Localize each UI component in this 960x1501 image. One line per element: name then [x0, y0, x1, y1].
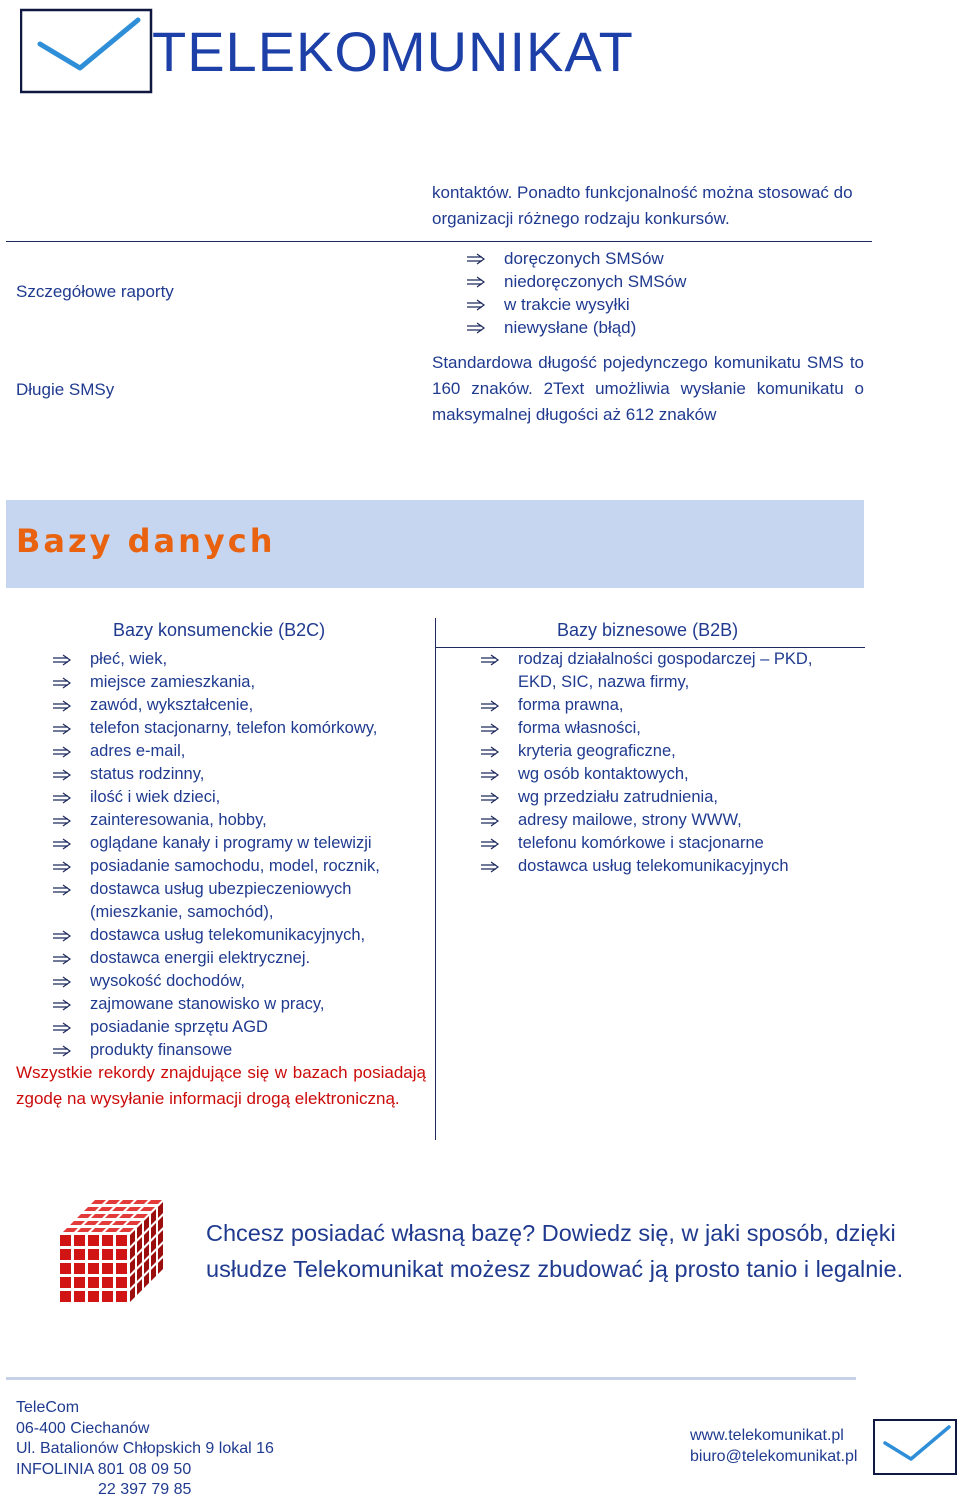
implies-arrow-icon — [466, 276, 486, 288]
list-item — [480, 809, 860, 832]
column-divider — [435, 618, 436, 1140]
list-item-text: telefonu komórkowe i stacjonarne — [518, 834, 764, 852]
list-item — [52, 648, 432, 671]
list-item-text: płeć, wiek, — [90, 650, 168, 668]
list-item-text: dostawca usług telekomunikacyjnych — [518, 857, 789, 875]
list-item — [480, 648, 860, 694]
footer-infolinia: INFOLINIA 801 08 09 50 — [16, 1460, 192, 1478]
b2b-list — [480, 648, 860, 878]
implies-arrow-icon — [52, 884, 72, 896]
implies-arrow-icon — [480, 746, 500, 758]
brand-name: TELEKOMUNIKAT — [152, 20, 634, 83]
footer-address — [16, 1398, 274, 1501]
list-item-text: dostawca energii elektrycznej. — [90, 949, 311, 967]
list-item-text: oglądane kanały i programy w telewizji — [90, 834, 372, 852]
implies-arrow-icon — [52, 999, 72, 1011]
list-item — [52, 878, 432, 924]
red-cube-icon — [50, 1195, 165, 1318]
implies-arrow-icon — [52, 723, 72, 735]
implies-arrow-icon — [52, 953, 72, 965]
implies-arrow-icon — [52, 1022, 72, 1034]
list-item: niewysłane (błąd) — [466, 316, 686, 339]
list-item-text: ilość i wiek dzieci, — [90, 788, 221, 806]
list-item-text: posiadanie sprzętu AGD — [90, 1018, 268, 1036]
list-item — [480, 832, 860, 855]
footer-logo-checkmark-icon — [873, 1419, 957, 1480]
footer-email[interactable]: biuro@telekomunikat.pl — [690, 1447, 858, 1465]
footer-company: TeleCom — [16, 1399, 80, 1416]
section-title: Bazy danych — [16, 522, 276, 560]
implies-arrow-icon — [52, 976, 72, 988]
list-item-text: zajmowane stanowisko w pracy, — [90, 995, 325, 1013]
implies-arrow-icon — [52, 1045, 72, 1057]
implies-arrow-icon — [52, 815, 72, 827]
footer-city: 06-400 Ciechanów — [16, 1419, 150, 1437]
list-item — [52, 947, 432, 970]
implies-arrow-icon — [52, 861, 72, 873]
intro-text: kontaktów. Ponadto funkcjonalność można stosować do organizacji różnego rodzaju konkursów. — [432, 183, 853, 228]
list-item-text: wysokość dochodów, — [90, 972, 246, 990]
implies-arrow-icon — [52, 792, 72, 804]
list-item — [52, 786, 432, 809]
implies-arrow-icon — [480, 769, 500, 781]
list-item — [52, 855, 432, 878]
list-item-text: adresy mailowe, strony WWW, — [518, 811, 742, 829]
list-item-text: forma prawna, — [518, 696, 624, 714]
b2b-heading: Bazy biznesowe (B2B) — [557, 620, 739, 640]
implies-arrow-icon — [466, 299, 486, 311]
list-item — [52, 763, 432, 786]
feature-label-long-sms: Długie SMSy — [16, 380, 115, 399]
implies-arrow-icon — [52, 930, 72, 942]
list-item — [52, 694, 432, 717]
footer-website[interactable]: www.telekomunikat.pl — [690, 1427, 844, 1444]
table-divider — [6, 241, 872, 242]
list-item-text: zawód, wykształcenie, — [90, 696, 254, 714]
list-item-text: dostawca usług ubezpieczeniowych (mieszkanie, samochód), — [90, 880, 352, 921]
implies-arrow-icon — [52, 838, 72, 850]
list-item — [480, 855, 860, 878]
list-item-text: produkty finansowe — [90, 1041, 233, 1059]
list-item — [52, 1039, 432, 1062]
list-item-text: posiadanie samochodu, model, rocznik, — [90, 857, 380, 875]
implies-arrow-icon — [52, 746, 72, 758]
list-item — [480, 717, 860, 740]
reports-list — [466, 247, 686, 339]
list-item-text: rodzaj działalności gospodarczej – PKD, EKD, SIC, nazwa firmy, — [518, 650, 813, 691]
list-item-text: adres e-mail, — [90, 742, 186, 760]
list-item — [52, 924, 432, 947]
list-item — [52, 1016, 432, 1039]
implies-arrow-icon — [466, 322, 486, 334]
implies-arrow-icon — [480, 700, 500, 712]
implies-arrow-icon — [52, 769, 72, 781]
list-item-text: zainteresowania, hobby, — [90, 811, 267, 829]
list-item — [52, 740, 432, 763]
list-item — [52, 671, 432, 694]
list-item-text: dostawca usług telekomunikacyjnych, — [90, 926, 366, 944]
list-item: niedoręczonych SMSów — [466, 270, 686, 293]
list-item-text: wg osób kontaktowych, — [518, 765, 689, 783]
list-item: doręczonych SMSów — [466, 247, 686, 270]
list-item-text: telefon stacjonarny, telefon komórkowy, — [90, 719, 378, 737]
long-sms-description: Standardowa długość pojedynczego komunikatu SMS to 160 znaków. 2Text umożliwia wysłanie komunikatu o maksymalnej długości aż 612 znaków — [432, 353, 864, 424]
consent-note: Wszystkie rekordy znajdujące się w bazach posiadają zgodę na wysyłanie informacji drogą elektroniczną. — [16, 1063, 426, 1108]
implies-arrow-icon — [480, 654, 500, 666]
footer-phone: 22 397 79 85 — [98, 1481, 192, 1498]
implies-arrow-icon — [480, 861, 500, 873]
list-item — [52, 717, 432, 740]
implies-arrow-icon — [52, 654, 72, 666]
implies-arrow-icon — [480, 815, 500, 827]
footer-contact — [690, 1426, 857, 1467]
implies-arrow-icon — [52, 677, 72, 689]
list-item-text: kryteria geograficzne, — [518, 742, 676, 760]
list-item — [52, 832, 432, 855]
b2c-list — [52, 648, 432, 1062]
implies-arrow-icon — [466, 253, 486, 265]
list-item — [480, 694, 860, 717]
list-item-text: forma własności, — [518, 719, 641, 737]
list-item — [480, 786, 860, 809]
list-item — [52, 970, 432, 993]
implies-arrow-icon — [480, 792, 500, 804]
list-item: w trakcie wysyłki — [466, 293, 686, 316]
implies-arrow-icon — [480, 723, 500, 735]
promo-text: Chcesz posiadać własną bazę? Dowiedz się, w jaki sposób, dzięki usłudze Telekomunikat możesz zbudować ją prosto tanio i legalnie. — [206, 1220, 904, 1282]
list-item-text: status rodzinny, — [90, 765, 205, 783]
list-item — [52, 809, 432, 832]
footer-street: Ul. Batalionów Chłopskich 9 lokal 16 — [16, 1440, 274, 1457]
list-item — [480, 740, 860, 763]
footer-divider — [6, 1377, 856, 1380]
list-item — [52, 993, 432, 1016]
list-item-text: wg przedziału zatrudnienia, — [518, 788, 718, 806]
feature-label-reports: Szczegółowe raporty — [16, 282, 174, 301]
implies-arrow-icon — [52, 700, 72, 712]
list-item-text: miejsce zamieszkania, — [90, 673, 256, 691]
implies-arrow-icon — [480, 838, 500, 850]
list-item — [480, 763, 860, 786]
b2c-heading: Bazy konsumenckie (B2C) — [113, 620, 326, 640]
